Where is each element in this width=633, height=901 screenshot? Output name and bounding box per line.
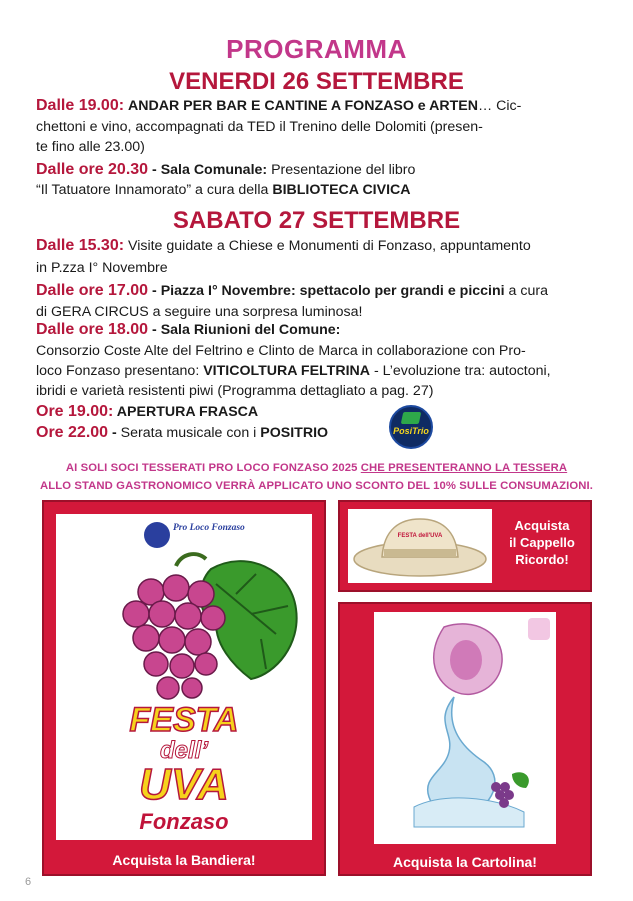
poster-festa: FESTA [129, 701, 239, 739]
friday-event-2-line2 [36, 180, 602, 200]
event-time: Dalle ore 18.00 [36, 321, 149, 338]
event-title: APERTURA FRASCA [113, 404, 259, 420]
hat-print: FESTA dell'UVA [397, 533, 443, 539]
event-time: Dalle ore 17.00 [36, 282, 149, 299]
event-dash: - [148, 162, 161, 178]
poster-dell: dell’ [159, 737, 208, 764]
saturday-event-2 [36, 281, 602, 301]
event-title: ANDAR PER BAR E CANTINE A FONZASO e ARTEN [128, 98, 478, 114]
saturday-event-1 [36, 236, 602, 256]
saturday-event-1-line2: in P.zza I° Novembre [36, 260, 168, 276]
members-notice-line1 [0, 459, 633, 477]
event-dash: - [108, 425, 121, 441]
event-time: Ore 22.00 [36, 424, 109, 441]
saturday-title: SABATO 27 SETTEMBRE [172, 207, 461, 234]
saturday-event-3 [36, 320, 602, 340]
friday-title: VENERDI 26 SETTEMBRE [169, 68, 464, 95]
event-title: VITICOLTURA FELTRINA [203, 363, 371, 379]
saturday-event-2-line2: di GERA CIRCUS a seguire una sorpresa luminosa! [36, 304, 363, 320]
event-time: Ore 19.00: [36, 403, 114, 420]
event-dash: - [148, 283, 161, 299]
hat-caption[interactable] [498, 517, 586, 568]
friday-event-1-line3: te fino alle 23.00) [36, 139, 145, 155]
hat-photo [348, 509, 492, 583]
event-place: Sala Riunioni del Comune: [160, 322, 341, 338]
grape-bunch-icon [123, 575, 225, 699]
event-dash: - [148, 322, 161, 338]
event-text: Presentazione del libro [267, 162, 416, 178]
festa-mini-logo [528, 618, 550, 640]
flag-panel[interactable] [42, 500, 326, 876]
hat-caption-line2: il Cappello [509, 535, 575, 550]
hat-caption-line1: Acquista [514, 518, 570, 533]
notice-text: AI SOLI SOCI TESSERATI PRO LOCO FONZASO 2025 [65, 462, 361, 474]
flag-caption[interactable]: Acquista la Bandiera! [112, 852, 256, 868]
saturday-event-4 [36, 402, 602, 422]
proloco-logo-text: Pro Loco Fonzaso [173, 523, 245, 533]
logo-icon [401, 412, 422, 424]
saturday-event-3-line3 [36, 361, 602, 381]
event-text: loco Fonzaso presentano: [36, 363, 204, 379]
hat-caption-line3: Ricordo! [515, 552, 569, 567]
event-place: Sala Comunale: [160, 162, 268, 178]
postcard-caption[interactable]: Acquista la Cartolina! [393, 854, 537, 870]
event-text: Visite guidate a Chiese e Monumenti di Fonzaso, appuntamento [124, 238, 531, 254]
event-text: … Cic- [477, 98, 522, 114]
positrio-logo [389, 405, 433, 449]
event-time: Dalle 19.00: [36, 97, 125, 114]
friday-event-2 [36, 160, 602, 180]
postcard-panel[interactable] [338, 602, 592, 876]
friday-event-1-line2: chettoni e vino, accompagnati da TED il Trenino delle Dolomiti (presen- [36, 119, 483, 135]
event-text: “Il Tatuatore Innamorato” a cura della [36, 182, 273, 198]
straw-hat-icon [348, 509, 492, 583]
leaf-icon [512, 772, 529, 788]
event-place: Piazza I° Novembre: spettacolo per grandi e piccini [160, 283, 505, 299]
poster-uva: UVA [139, 760, 229, 809]
friday-event-1 [36, 96, 602, 116]
postcard-image [374, 612, 556, 844]
poster-town: Fonzaso [139, 809, 229, 834]
notice-text-underlined: CHE PRESENTERANNO LA TESSERA [360, 462, 568, 474]
postcard-artwork [374, 612, 556, 844]
event-text: - L’evoluzione tra: autoctoni, [370, 363, 551, 379]
hat-panel[interactable] [338, 500, 592, 592]
event-text: Serata musicale con i [120, 425, 261, 441]
saturday-event-3-line2: Consorzio Coste Alte del Feltrino e Clinto de Marca in collaborazione con Pro- [36, 343, 526, 359]
event-text: a cura [504, 283, 548, 299]
band-name: POSITRIO [260, 425, 329, 441]
saturday-event-5 [36, 423, 376, 443]
positrio-logo-text: PosiTrio [393, 426, 429, 436]
event-time: Dalle 15.30: [36, 237, 125, 254]
event-org: BIBLIOTECA CIVICA [272, 182, 411, 198]
saturday-event-3-line4: ibridi e varietà resistenti piwi (Programma dettagliato a pag. 27) [36, 383, 434, 399]
festa-poster [56, 514, 312, 840]
page-heading: PROGRAMMA [226, 34, 407, 64]
page-number: 6 [25, 876, 32, 888]
event-time: Dalle ore 20.30 [36, 161, 149, 178]
members-notice-line2: ALLO STAND GASTRONOMICO VERRÀ APPLICATO UNO SCONTO DEL 10% SULLE CONSUMAZIONI. [39, 480, 593, 492]
